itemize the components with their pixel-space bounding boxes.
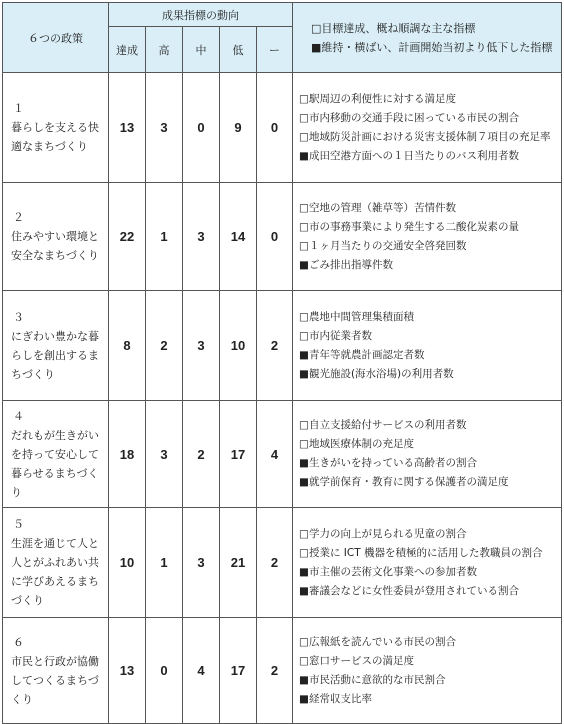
- indicator-item: ■ごみ排出指導件数: [299, 258, 393, 271]
- trend-count-cell: 4: [183, 618, 220, 724]
- policy-number: ４: [13, 409, 24, 423]
- indicator-item: ■青年等就農計画認定者数: [299, 348, 425, 361]
- indicator-item: □授業に ICT 機器を積極的に活用した教職員の割合: [299, 546, 543, 559]
- legend-header: [293, 3, 562, 73]
- trend-count-cell: 1: [146, 508, 183, 618]
- policy-title: だれもが生きがいを持って安心して暮らせるまちづくり: [11, 428, 99, 499]
- trend-count-cell: 21: [220, 508, 257, 618]
- trend-count-cell: 2: [257, 291, 293, 401]
- indicator-list-cell: [293, 508, 562, 618]
- trend-count-cell: 0: [183, 73, 220, 183]
- policy-name-cell: [3, 291, 109, 401]
- policy-number: ５: [13, 518, 24, 531]
- trend-count-cell: 0: [257, 183, 293, 291]
- trend-count-cell: 9: [220, 73, 257, 183]
- indicator-item: ■成田空港方面への１日当たりのバス利用者数: [299, 149, 519, 162]
- indicator-item: □広報紙を読んでいる市民の割合: [299, 635, 456, 648]
- indicator-item: ■生きがいを持っている高齢者の割合: [299, 457, 477, 469]
- policy-row: [3, 291, 562, 401]
- indicator-item: ■観光施設(海水浴場)の利用者数: [299, 367, 454, 380]
- policy-row: [3, 401, 562, 508]
- policy-number: ２: [13, 211, 24, 224]
- indicator-list-cell: [293, 401, 562, 508]
- col-mid: 中: [183, 27, 220, 73]
- policy-title: にぎわい豊かな暮らしを創出するまちづくり: [11, 329, 99, 381]
- indicator-item: □市の事務事業により発生する二酸化炭素の量: [299, 220, 519, 233]
- trend-count-cell: 17: [220, 401, 257, 508]
- policy-indicator-table: [2, 2, 562, 724]
- trend-count-cell: 3: [146, 73, 183, 183]
- policy-column-header: ６つの政策: [3, 3, 109, 73]
- trend-count-cell: 0: [257, 73, 293, 183]
- trend-count-cell: 2: [257, 618, 293, 724]
- policy-title: 生涯を通じて人と人とがふれあい共に学びあえるまちづくり: [11, 537, 99, 607]
- trend-count-cell: 3: [183, 183, 220, 291]
- indicator-list-cell: [293, 291, 562, 401]
- indicator-item: □地域医療体制の充足度: [299, 438, 414, 450]
- col-none: ー: [257, 27, 293, 73]
- policy-name-cell: [3, 183, 109, 291]
- trend-count-cell: 13: [109, 618, 146, 724]
- policy-title: 市民と行政が協働してつくるまちづくり: [11, 654, 99, 706]
- trend-count-cell: 1: [146, 183, 183, 291]
- indicator-item: □１ヶ月当たりの交通安全啓発回数: [299, 239, 467, 252]
- trend-count-cell: 2: [183, 401, 220, 508]
- indicator-item: □市内移動の交通手段に困っている市民の割合: [299, 111, 519, 124]
- trend-count-cell: 22: [109, 183, 146, 291]
- policy-row: [3, 508, 562, 618]
- indicator-item: ■就学前保育・教育に関する保護者の満足度: [299, 476, 509, 488]
- policy-name-cell: [3, 73, 109, 183]
- policy-name-cell: [3, 508, 109, 618]
- trend-count-cell: 8: [109, 291, 146, 401]
- policy-number: ６: [13, 635, 24, 649]
- policy-row: [3, 618, 562, 724]
- trend-count-cell: 2: [257, 508, 293, 618]
- policy-row: [3, 183, 562, 291]
- indicator-item: □学力の向上が見られる児童の割合: [299, 527, 467, 540]
- policy-row: [3, 73, 562, 183]
- trend-count-cell: 13: [109, 73, 146, 183]
- trend-count-cell: 10: [220, 291, 257, 401]
- col-achieved: 達成: [109, 27, 146, 73]
- policy-number: ３: [13, 310, 24, 324]
- trend-group-header: 成果指標の動向: [109, 3, 293, 27]
- indicator-item: □窓口サービスの満足度: [299, 654, 414, 667]
- indicator-item: ■市民活動に意欲的な市民割合: [299, 673, 446, 686]
- col-high: 高: [146, 27, 183, 73]
- legend-declined: ■維持・横ばい、計画開始当初より低下した指標: [311, 40, 553, 54]
- trend-count-cell: 17: [220, 618, 257, 724]
- trend-count-cell: 18: [109, 401, 146, 508]
- policy-name-cell: [3, 618, 109, 724]
- indicator-list-cell: [293, 73, 562, 183]
- indicator-item: □農地中間管理集積面積: [299, 310, 414, 323]
- trend-count-cell: 3: [183, 291, 220, 401]
- policy-number: １: [13, 102, 24, 115]
- indicator-item: ■経常収支比率: [299, 692, 372, 705]
- indicator-item: □市内従業者数: [299, 329, 372, 342]
- policy-name-cell: [3, 401, 109, 508]
- indicator-item: ■市主催の芸術文化事業への参加者数: [299, 565, 477, 578]
- trend-count-cell: 10: [109, 508, 146, 618]
- trend-count-cell: 3: [146, 401, 183, 508]
- trend-count-cell: 3: [183, 508, 220, 618]
- policy-title: 住みやすい環境と安全なまちづくり: [11, 230, 99, 262]
- indicator-item: □駅周辺の利便性に対する満足度: [299, 92, 456, 105]
- indicator-item: ■審議会などに女性委員が登用されている割合: [299, 584, 519, 597]
- policy-title: 暮らしを支える快適なまちづくり: [11, 121, 99, 153]
- trend-count-cell: 4: [257, 401, 293, 508]
- legend-achieved: □目標達成、概ね順調な主な指標: [311, 21, 476, 35]
- indicator-list-cell: [293, 183, 562, 291]
- trend-count-cell: 2: [146, 291, 183, 401]
- trend-count-cell: 14: [220, 183, 257, 291]
- indicator-item: □空地の管理（雑草等）苦情件数: [299, 201, 456, 214]
- indicator-item: □自立支援給付サービスの利用者数: [299, 419, 467, 431]
- indicator-item: □地域防災計画における災害支援体制７項目の充足率: [299, 130, 551, 143]
- indicator-list-cell: [293, 618, 562, 724]
- trend-count-cell: 0: [146, 618, 183, 724]
- col-low: 低: [220, 27, 257, 73]
